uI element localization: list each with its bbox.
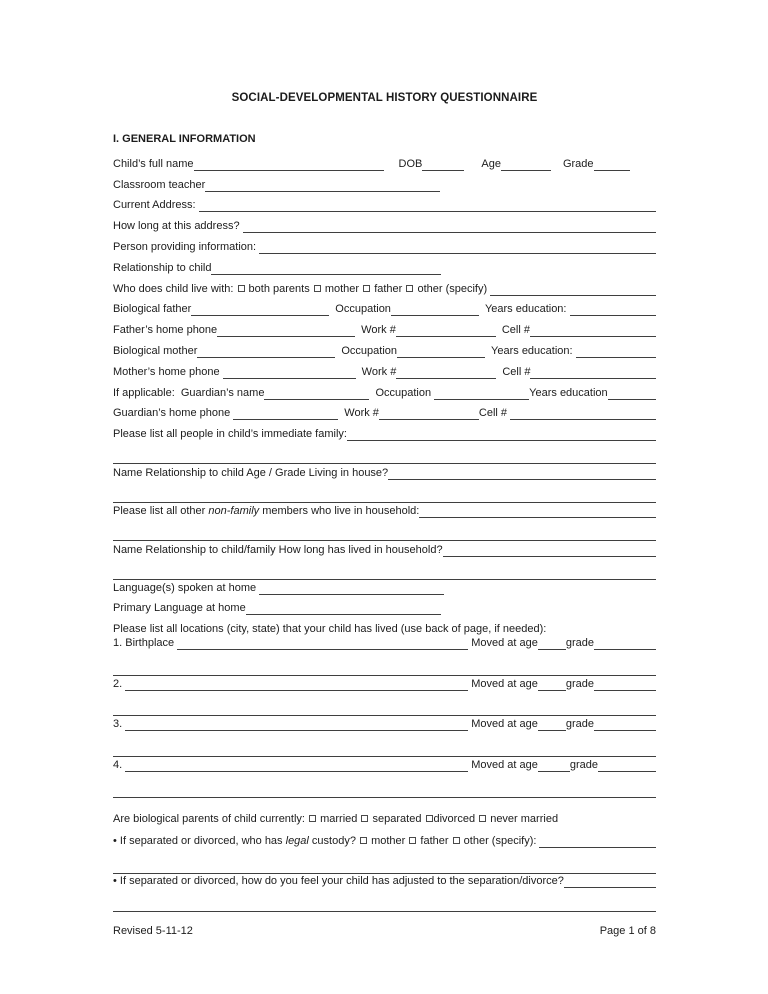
- line-non-family-overflow: [113, 520, 656, 541]
- checkbox-never-married[interactable]: [479, 815, 486, 822]
- dob-label: DOB: [398, 157, 423, 170]
- father-work-phone-blank[interactable]: [396, 323, 496, 337]
- location-2-age-blank[interactable]: [538, 677, 566, 691]
- mother-phone-label: Mother’s home phone: [113, 365, 223, 378]
- checkbox-mother[interactable]: [314, 285, 321, 292]
- line-guardian-name: [113, 379, 656, 400]
- bio-mother-education-blank[interactable]: [576, 344, 656, 358]
- location-1-label: 1. Birthplace: [113, 636, 178, 649]
- current-address-blank[interactable]: [199, 198, 656, 212]
- footer-revision-date: Revised 5-11-12: [113, 925, 193, 937]
- mother-cell-phone-blank[interactable]: [530, 365, 656, 379]
- custody-other-blank[interactable]: [539, 834, 656, 848]
- checkbox-married[interactable]: [309, 815, 316, 822]
- option-mother: mother: [321, 282, 363, 295]
- location-3-age-blank[interactable]: [538, 717, 566, 731]
- classroom-teacher-label: Classroom teacher: [113, 178, 206, 191]
- line-address-duration: [113, 212, 656, 233]
- form-content: [113, 0, 656, 912]
- primary-language-label: Primary Language at home: [113, 602, 246, 615]
- line-child-name: [113, 150, 656, 171]
- location-2-overflow-blank[interactable]: [113, 702, 656, 716]
- option-custody-mother: mother: [368, 835, 409, 848]
- footer-page-number: Page 1 of 8: [599, 925, 656, 937]
- legal-custody-label: • If separated or divorced, who has: [113, 835, 286, 848]
- document-title: SOCIAL-DEVELOPMENTAL HISTORY QUESTIONNAIRE: [231, 92, 538, 104]
- immediate-family-label: Please list all people in child’s immediate family:: [113, 428, 347, 441]
- location-1-place-blank[interactable]: [177, 636, 468, 650]
- guardian-cell-phone-blank[interactable]: [510, 406, 656, 420]
- mother-work-phone-blank[interactable]: [396, 365, 496, 379]
- child-full-name-blank[interactable]: [194, 157, 384, 171]
- location-3-grade-blank[interactable]: [594, 717, 656, 731]
- location-4-age-blank[interactable]: [538, 758, 570, 772]
- locations-note-label: Please list all locations (city, state) that your child has lived (use back of page, if needed):: [113, 623, 547, 636]
- line-relationship-to-child: [113, 254, 656, 275]
- father-cell-label: Cell #: [501, 324, 530, 337]
- line-legal-custody: [113, 827, 656, 848]
- checkbox-custody-mother[interactable]: [360, 837, 367, 844]
- option-divorced: divorced: [433, 813, 479, 826]
- location-2-moved-label: Moved at age: [468, 677, 538, 690]
- divorce-adjustment-overflow-blank[interactable]: [113, 898, 656, 912]
- bio-mother-occupation-label: Occupation: [341, 344, 398, 357]
- line-guardian-phone: [113, 400, 656, 421]
- guardian-occupation-blank[interactable]: [434, 386, 529, 400]
- legal-custody-overflow-blank[interactable]: [113, 860, 656, 874]
- option-both-parents: both parents: [245, 282, 313, 295]
- relationship-to-child-label: Relationship to child: [113, 261, 212, 274]
- person-providing-label: Person providing information:: [113, 240, 260, 253]
- address-duration-blank[interactable]: [243, 219, 656, 233]
- option-father: father: [371, 282, 406, 295]
- guardian-work-phone-blank[interactable]: [379, 406, 479, 420]
- option-separated: separated: [369, 813, 425, 826]
- languages-blank[interactable]: [259, 581, 444, 595]
- location-4-overflow-blank[interactable]: [113, 784, 656, 798]
- checkbox-father[interactable]: [363, 285, 370, 292]
- location-4-label: 4.: [113, 758, 126, 771]
- dob-blank[interactable]: [422, 157, 464, 171]
- languages-label: Language(s) spoken at home: [113, 581, 260, 594]
- bio-mother-occupation-blank[interactable]: [397, 344, 485, 358]
- legal-emphasis: legal: [285, 835, 309, 848]
- checkbox-both-parents[interactable]: [238, 285, 245, 292]
- section-heading-general-information: I. GENERAL INFORMATION: [113, 133, 256, 145]
- checkbox-separated[interactable]: [361, 815, 368, 822]
- location-4-moved-label: Moved at age: [468, 758, 538, 771]
- location-2-grade-label: grade: [565, 677, 594, 690]
- household-detail-overflow-blank[interactable]: [113, 566, 656, 580]
- location-2-place-blank[interactable]: [125, 677, 468, 691]
- line-location-2-overflow: [113, 696, 656, 717]
- father-cell-phone-blank[interactable]: [530, 323, 656, 337]
- line-location-3-overflow: [113, 736, 656, 757]
- classroom-teacher-blank[interactable]: [205, 178, 440, 192]
- line-immediate-family-overflow: [113, 443, 656, 464]
- guardian-home-phone-blank[interactable]: [233, 406, 338, 420]
- bio-father-label: Biological father: [113, 303, 192, 316]
- location-3-label: 3.: [113, 718, 126, 731]
- immediate-family-overflow-blank[interactable]: [113, 450, 656, 464]
- line-current-address: [113, 192, 656, 213]
- line-immediate-family: [113, 420, 656, 441]
- location-2-label: 2.: [113, 677, 126, 690]
- location-1-age-blank[interactable]: [538, 636, 566, 650]
- checkbox-divorced[interactable]: [426, 815, 433, 822]
- location-1-overflow-blank[interactable]: [113, 662, 656, 676]
- divorce-adjustment-blank[interactable]: [564, 874, 656, 888]
- guardian-cell-label: Cell #: [478, 407, 511, 420]
- family-detail-blank[interactable]: [388, 466, 656, 480]
- person-providing-blank[interactable]: [259, 240, 656, 254]
- line-legal-custody-overflow: [113, 853, 656, 874]
- checkbox-custody-father[interactable]: [409, 837, 416, 844]
- lives-with-other-blank[interactable]: [490, 282, 656, 296]
- bio-father-name-blank[interactable]: [191, 302, 329, 316]
- location-2-grade-blank[interactable]: [594, 677, 656, 691]
- non-family-emphasis: non-family: [208, 505, 260, 518]
- form-lines: [113, 150, 656, 912]
- line-bio-mother: [113, 337, 656, 358]
- line-household-detail-overflow: [113, 559, 656, 580]
- household-detail-blank[interactable]: [443, 543, 656, 557]
- guardian-phone-label: Guardian’s home phone: [113, 407, 234, 420]
- location-3-overflow-blank[interactable]: [113, 743, 656, 757]
- bio-mother-name-blank[interactable]: [197, 344, 335, 358]
- bio-mother-education-label: Years education:: [491, 344, 576, 357]
- guardian-education-blank[interactable]: [608, 386, 656, 400]
- bio-father-education-label: Years education:: [484, 303, 570, 316]
- line-primary-language: [113, 595, 656, 616]
- location-1-grade-blank[interactable]: [594, 636, 656, 650]
- line-lives-with: [113, 275, 656, 296]
- bio-mother-label: Biological mother: [113, 344, 198, 357]
- option-never-married: never married: [487, 813, 559, 826]
- mother-home-phone-blank[interactable]: [223, 365, 356, 379]
- location-3-grade-label: grade: [565, 718, 594, 731]
- lives-with-label: Who does child live with:: [113, 282, 237, 295]
- line-person-providing: [113, 233, 656, 254]
- father-home-phone-blank[interactable]: [217, 323, 355, 337]
- bio-father-occupation-label: Occupation: [335, 303, 391, 316]
- location-1-grade-label: grade: [565, 636, 594, 649]
- line-bio-father: [113, 296, 656, 317]
- parents-status-label: Are biological parents of child currently:: [113, 813, 309, 826]
- grade-blank[interactable]: [594, 157, 630, 171]
- option-married: married: [317, 813, 361, 826]
- location-3-moved-label: Moved at age: [468, 718, 538, 731]
- spacer: [464, 170, 481, 171]
- location-3-place-blank[interactable]: [125, 717, 468, 731]
- location-4-grade-label: grade: [569, 758, 598, 771]
- non-family-label: Please list all other: [113, 505, 209, 518]
- age-label: Age: [481, 157, 501, 170]
- line-classroom-teacher: [113, 171, 656, 192]
- checkbox-custody-other[interactable]: [453, 837, 460, 844]
- address-duration-label: How long at this address?: [113, 220, 243, 233]
- child-name-label: Child’s full name: [113, 157, 194, 170]
- line-parents-status: [113, 806, 656, 827]
- location-4-grade-blank[interactable]: [598, 758, 656, 772]
- current-address-label: Current Address:: [113, 199, 199, 212]
- mother-work-label: Work #: [361, 365, 397, 378]
- guardian-name-blank[interactable]: [264, 386, 369, 400]
- father-work-label: Work #: [361, 324, 396, 337]
- location-4-place-blank[interactable]: [125, 758, 468, 772]
- age-blank[interactable]: [501, 157, 551, 171]
- line-father-phone: [113, 316, 656, 337]
- non-family-label-2: members who live in household:: [259, 505, 420, 518]
- bio-father-occupation-blank[interactable]: [391, 302, 479, 316]
- bio-father-education-blank[interactable]: [570, 302, 656, 316]
- line-location-4-overflow: [113, 777, 656, 798]
- page-footer: [113, 924, 656, 938]
- family-detail-overflow-blank[interactable]: [113, 489, 656, 503]
- line-family-detail-overflow: [113, 482, 656, 503]
- immediate-family-blank[interactable]: [347, 427, 656, 441]
- family-detail-header-label: Name Relationship to child Age / Grade Living in house?: [113, 466, 389, 479]
- location-1-moved-label: Moved at age: [468, 636, 538, 649]
- line-mother-phone: [113, 358, 656, 379]
- relationship-to-child-blank[interactable]: [211, 261, 441, 275]
- line-divorce-adjustment-overflow: [113, 892, 656, 913]
- primary-language-blank[interactable]: [246, 601, 441, 615]
- option-custody-other: other (specify):: [460, 835, 540, 848]
- option-custody-father: father: [417, 835, 452, 848]
- option-other: other (specify): [414, 282, 491, 295]
- legal-custody-label-2: custody?: [308, 835, 360, 848]
- guardian-name-label: If applicable: Guardian’s name: [113, 386, 265, 399]
- checkbox-other[interactable]: [406, 285, 413, 292]
- guardian-work-label: Work #: [344, 407, 379, 420]
- mother-cell-label: Cell #: [502, 365, 531, 378]
- non-family-blank[interactable]: [419, 504, 656, 518]
- non-family-overflow-blank[interactable]: [113, 527, 656, 541]
- father-phone-label: Father’s home phone: [113, 324, 218, 337]
- household-detail-header-label: Name Relationship to child/family How long has lived in household?: [113, 543, 443, 556]
- line-location-1-overflow: [113, 655, 656, 676]
- divorce-adjustment-label: • If separated or divorced, how do you feel your child has adjusted to the separation/divorce?: [113, 874, 564, 887]
- spacer: [551, 170, 563, 171]
- guardian-occupation-label: Occupation: [375, 386, 435, 399]
- grade-label: Grade: [562, 157, 594, 170]
- spacer: [384, 170, 399, 171]
- guardian-education-label: Years education: [529, 386, 608, 399]
